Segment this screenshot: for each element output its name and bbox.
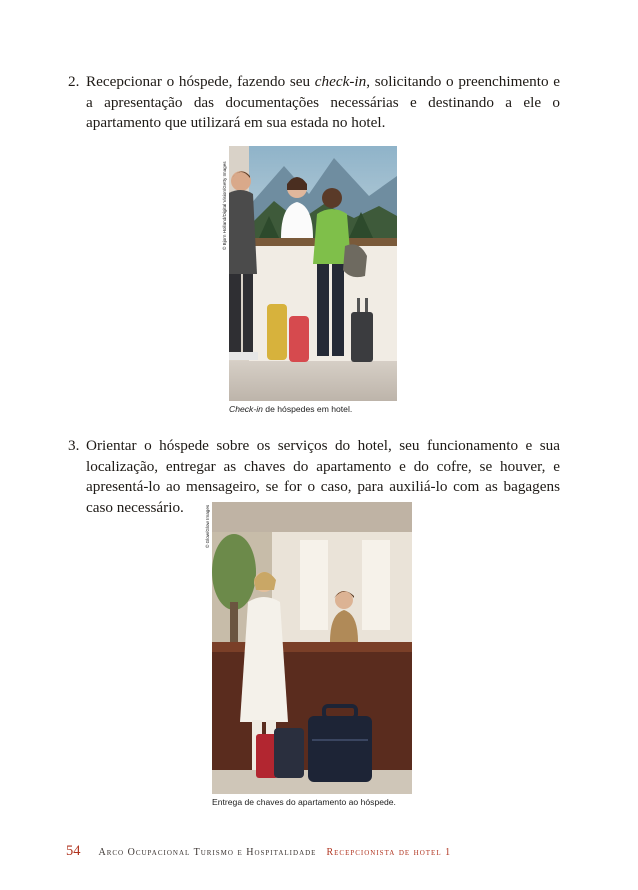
key-handover-photo: [212, 502, 412, 794]
italic-term: check-in: [314, 73, 367, 90]
course-title: Recepcionista de hotel 1: [326, 847, 452, 858]
photo-credit: © Glow/Glow Images: [205, 504, 210, 548]
item-text: Orientar o hóspede sobre os serviços do hotel, seu funcionamento e sua localização, entregar as chaves do apartamento e do cofre, se houver, e apresentá-lo ao mensageiro, se for o caso, para auxiliá-lo com as bagagens caso necessário.: [86, 437, 560, 516]
item-number: 3.: [68, 437, 80, 454]
photo-caption: Entrega de chaves do apartamento ao hóspede.: [212, 797, 396, 807]
item-text: Recepcionar o hóspede, fazendo seu check-in, solicitando o preenchimento e a apresentação das documentações necessárias e destinando a ele o apartamento que utilizará em sua estada no hotel.: [86, 73, 560, 131]
series-title: Arco Ocupacional Turismo e Hospitalidade: [98, 847, 317, 858]
item-number: 2.: [68, 73, 80, 90]
photo-credit: © Bjorn Holland/Digital Vision/Getty Images: [222, 161, 227, 250]
check-in-photo: [229, 146, 397, 401]
photo-caption: Check-in de hóspedes em hotel.: [229, 404, 353, 414]
list-item-2: [68, 72, 560, 134]
page-number: 54: [66, 843, 81, 859]
page-footer: [66, 842, 451, 860]
